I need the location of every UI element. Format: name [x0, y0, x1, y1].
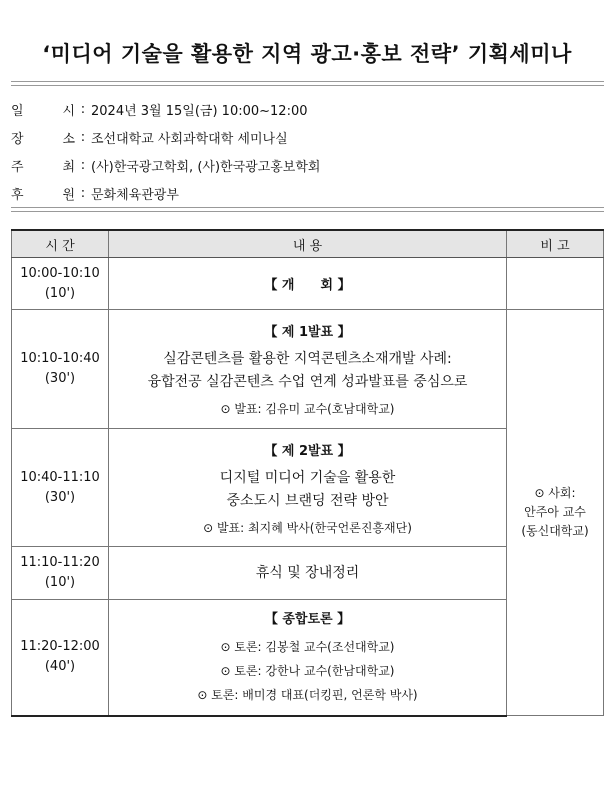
- info-row-host: [11, 151, 604, 179]
- info-label: [11, 100, 75, 119]
- info-row-sponsor: [11, 179, 604, 207]
- info-colon: :: [80, 157, 86, 173]
- time-range: 10:40-11:10: [20, 469, 100, 485]
- schedule-table: [11, 229, 604, 717]
- note-cell: [507, 258, 604, 310]
- session-heading: 【 종합토론 】: [264, 611, 351, 627]
- discussant: ⊙ 토론: 김봉철 교수(조선대학교): [220, 639, 395, 654]
- content-cell: [109, 258, 507, 310]
- time-duration: (30'): [44, 371, 76, 386]
- info-row-venue: [11, 123, 604, 151]
- moderator-label: ⊙ 사회:: [534, 486, 576, 500]
- content-cell: [109, 600, 507, 716]
- info-row-date: [11, 95, 604, 123]
- info-value-date: 2024년 3월 15일(금) 10:00~12:00: [91, 103, 308, 119]
- session-title-line: 실감콘텐츠를 활용한 지역콘텐츠소재개발 사례:: [163, 351, 452, 367]
- header-note: 비 고: [507, 230, 604, 258]
- time-duration: (10'): [44, 575, 76, 590]
- info-label: [11, 184, 75, 203]
- info-label: [11, 128, 75, 147]
- session-title-line: 디지털 미디어 기술을 활용한: [219, 469, 396, 486]
- note-cell: [507, 310, 604, 716]
- content-cell: [109, 429, 507, 547]
- discussant: ⊙ 토론: 강한나 교수(한남대학교): [220, 663, 395, 678]
- moderator-affiliation: (동신대학교): [521, 524, 589, 538]
- session-heading: 【 개 회 】: [264, 278, 351, 293]
- content-cell: [109, 547, 507, 600]
- time-duration: (30'): [44, 489, 76, 505]
- time-cell: [12, 547, 109, 600]
- session-title-line: 융합전공 실감콘텐츠 수업 연계 성과발표를 중심으로: [147, 374, 468, 390]
- info-colon: :: [80, 185, 86, 201]
- time-cell: [12, 429, 109, 547]
- info-value-host: (사)한국광고학회, (사)한국광고홍보학회: [91, 159, 321, 175]
- presenter: ⊙ 발표: 김유미 교수(호남대학교): [220, 402, 395, 416]
- time-duration: (40'): [44, 659, 76, 675]
- info-divider: [11, 207, 604, 212]
- time-cell: [12, 600, 109, 716]
- info-label-char: 후: [11, 187, 24, 203]
- moderator-name: 안주아 교수: [524, 505, 586, 519]
- time-range: 10:00-10:10: [20, 265, 100, 281]
- time-duration: (10'): [44, 285, 76, 301]
- info-value-venue: 조선대학교 사회과학대학 세미나실: [91, 131, 288, 147]
- info-label-char: 일: [11, 103, 24, 119]
- session-heading: 휴식 및 장내정리: [255, 564, 360, 581]
- info-label-char: 최: [62, 159, 75, 175]
- time-range: 11:10-11:20: [20, 555, 100, 570]
- info-colon: :: [80, 101, 86, 117]
- time-range: 10:10-10:40: [20, 351, 100, 366]
- content-cell: [109, 310, 507, 429]
- top-divider: [11, 81, 604, 86]
- info-label: [11, 156, 75, 175]
- session-title-line: 중소도시 브랜딩 전략 방안: [226, 492, 389, 509]
- presenter: ⊙ 발표: 최지혜 박사(한국언론진흥재단): [203, 520, 412, 535]
- info-label-char: 주: [11, 159, 24, 175]
- table-row: [12, 310, 604, 429]
- time-cell: [12, 258, 109, 310]
- event-info: [11, 95, 604, 207]
- session-heading: 【 제 1발표 】: [264, 325, 351, 340]
- time-cell: [12, 310, 109, 429]
- header-content: 내 용: [109, 230, 507, 258]
- info-label-char: 소: [62, 131, 75, 147]
- session-heading: 【 제 2발표 】: [264, 443, 351, 459]
- discussant: ⊙ 토론: 배미경 대표(더킹핀, 언론학 박사): [197, 687, 418, 702]
- time-range: 11:20-12:00: [20, 639, 100, 655]
- page-title: ‘미디어 기술을 활용한 지역 광고·홍보 전략’ 기획세미나: [42, 42, 572, 66]
- table-header-row: [12, 230, 604, 258]
- info-value-sponsor: 문화체육관광부: [91, 187, 179, 203]
- info-label-char: 장: [11, 131, 24, 147]
- header-time: 시 간: [12, 230, 109, 258]
- info-label-char: 원: [62, 187, 75, 203]
- table-row: [12, 258, 604, 310]
- info-colon: :: [80, 129, 86, 145]
- info-label-char: 시: [62, 103, 75, 119]
